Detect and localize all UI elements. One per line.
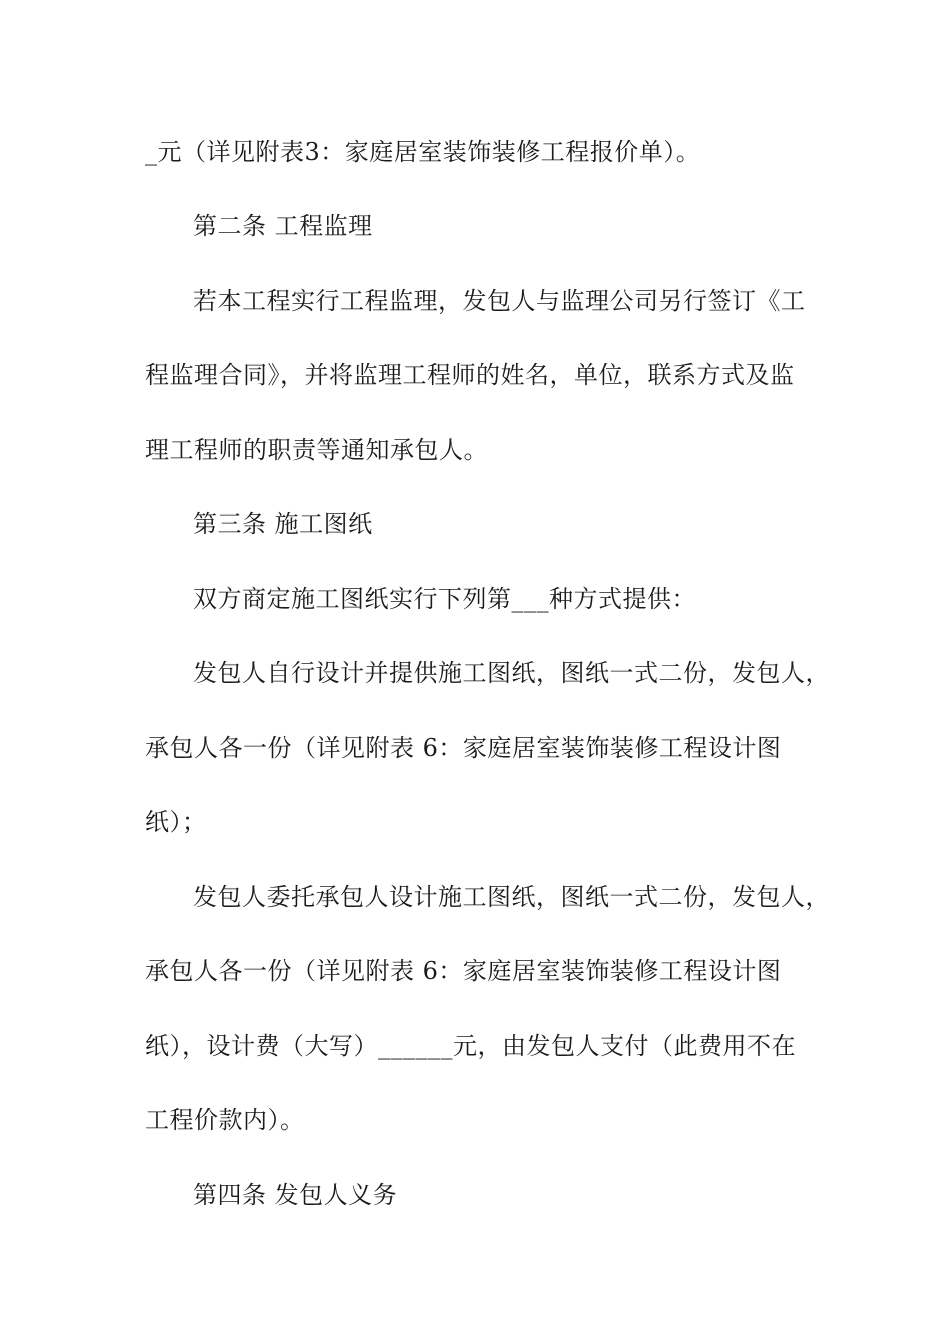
text-line-5: 理工程师的职责等通知承包人。 [145,436,488,464]
text-line-7: 双方商定施工图纸实行下列第___种方式提供： [193,585,696,613]
text-line-3: 若本工程实行工程监理，发包人与监理公司另行签订《工 [193,287,806,315]
text-line-10: 纸）； [145,808,207,836]
text-line-9: 承包人各一份（详见附表 6：家庭居室装饰装修工程设计图 [145,734,782,762]
text-line-4: 程监理合同》，并将监理工程师的姓名，单位，联系方式及监 [145,361,795,389]
section-heading-4: 第四条 发包人义务 [193,1181,398,1209]
text-line-8: 发包人自行设计并提供施工图纸，图纸一式二份，发包人， [193,659,830,687]
text-line-1: _元（详见附表3：家庭居室装饰装修工程报价单）。 [145,138,701,166]
section-heading-2: 第二条 工程监理 [193,212,373,240]
section-heading-3: 第三条 施工图纸 [193,510,373,538]
text-line-12: 承包人各一份（详见附表 6：家庭居室装饰装修工程设计图 [145,957,782,985]
text-line-14: 工程价款内）。 [145,1106,305,1134]
text-line-11: 发包人委托承包人设计施工图纸，图纸一式二份，发包人， [193,883,830,911]
text-line-13: 纸），设计费（大写）______元，由发包人支付（此费用不在 [145,1032,796,1060]
